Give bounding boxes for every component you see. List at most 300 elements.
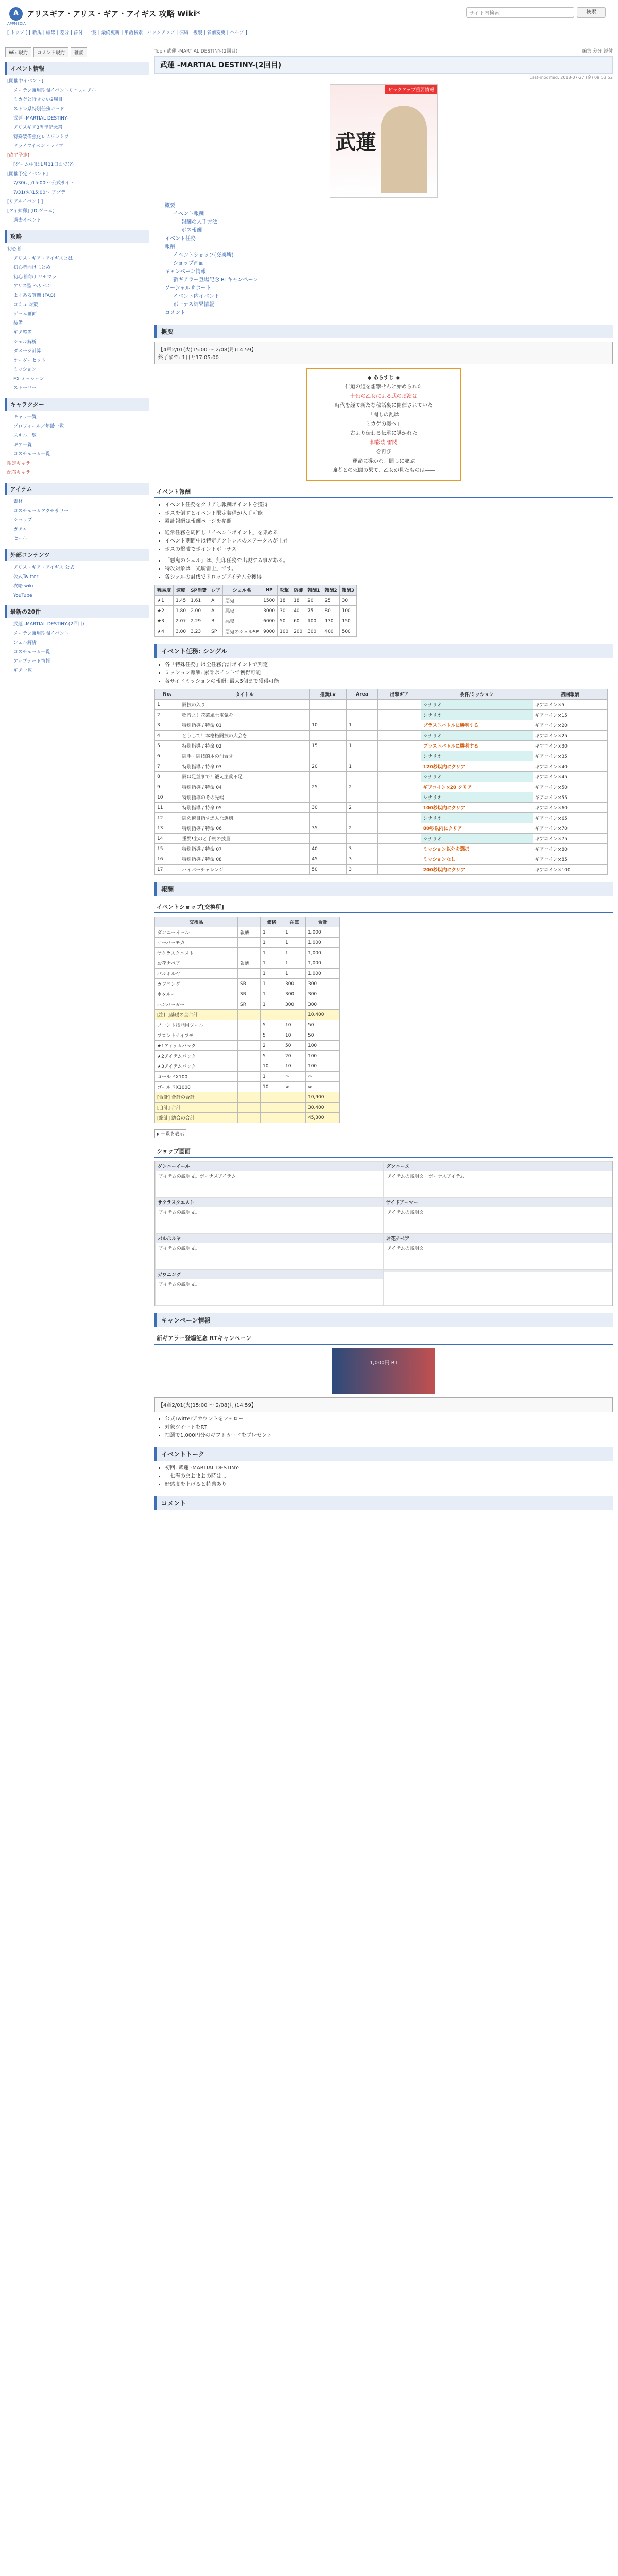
sidebar-tab[interactable]: 雑談 (71, 47, 87, 57)
table-cell (237, 1072, 260, 1082)
campaign-title: 新ギアラー登場記念 RTキャンペーン (154, 1332, 613, 1345)
table-header-cell: 在庫 (283, 917, 305, 927)
table-cell (310, 731, 347, 741)
table-cell: 100 (278, 626, 291, 637)
sidebar-item[interactable]: ゲーム画面 (13, 312, 37, 317)
table-cell: 1 (260, 958, 283, 969)
shop-item-card (384, 1197, 612, 1233)
list-item: • 通常任務を周回し「イベントポイント」を集める (165, 529, 613, 537)
table-cell: 闘手・闘技的本の前置き (180, 751, 310, 761)
table-header-cell: Area (347, 689, 378, 700)
table-cell: [総計] 総合の合計 (155, 1113, 238, 1123)
sidebar-heading: 攻略 (5, 230, 149, 243)
table-cell: 2 (155, 710, 180, 720)
table-cell: ギアコイン×85 (533, 854, 607, 865)
table-cell: 3 (155, 720, 180, 731)
table-row (155, 844, 608, 854)
table-cell: 40 (310, 844, 347, 854)
table-cell: 2.07 (174, 616, 188, 626)
table-cell: 45 (310, 854, 347, 865)
single-list (165, 661, 613, 686)
table-header-cell: 推奨Lv (310, 689, 347, 700)
sidebar-item[interactable]: よくある質問 (FAQ) (13, 293, 56, 298)
table-cell: 10 (260, 1082, 283, 1092)
table-cell: 15 (155, 844, 180, 854)
table-row (155, 772, 608, 782)
list-item: • 各サイドミッションの報酬: 最大5個まで獲得可能 (165, 677, 613, 686)
table-cell: 10 (283, 1061, 305, 1072)
table-cell: 3 (347, 865, 378, 875)
sidebar-item[interactable]: アップデート情報 (13, 659, 50, 664)
sidebar-tab[interactable]: コメント規約 (33, 47, 68, 57)
fold-button[interactable]: ▸ 一覧を表示 (154, 1129, 186, 1138)
table-cell: ギアコイン×20 クリア (421, 782, 533, 792)
table-cell: 80秒以内にクリア (421, 823, 533, 834)
table-row (155, 927, 340, 938)
table-cell: 300 (283, 999, 305, 1010)
shop-item-desc: アイテムの説明文。 (159, 1210, 200, 1215)
table-cell: ギアコイン×20 (533, 720, 607, 731)
table-header-cell: 報酬1 (305, 585, 322, 596)
table-cell (310, 813, 347, 823)
list-item: • イベント任務をクリアし報酬ポイントを獲得 (165, 501, 613, 510)
table-cell (377, 772, 421, 782)
sidebar-item[interactable]: 初心者向けまとめ (13, 265, 51, 270)
section-reward-list: 報酬 (154, 882, 613, 896)
table-cell: ★1 (155, 596, 174, 606)
campaign-list (165, 1415, 613, 1440)
sidebar-item[interactable]: 特殊装備強化レスワンミツ (13, 134, 69, 140)
table-header-cell: 価格 (260, 917, 283, 927)
table-cell: 10 (310, 720, 347, 731)
sidebar-item[interactable]: ショップ (13, 518, 32, 523)
toc-item[interactable]: 新ギアラー登場記念 RTキャンペーン (173, 277, 259, 283)
list-item: • 特攻対象は「光騎雷士」です。 (165, 565, 613, 573)
toc-item[interactable]: イベント内イベント (173, 294, 219, 299)
table-cell (347, 710, 378, 720)
table-cell: サクラスクエスト (155, 948, 238, 958)
table-cell: ミッション以外を選択 (421, 844, 533, 854)
main-content (154, 47, 613, 2576)
table-cell: 1,000 (305, 969, 339, 979)
sidebar-item[interactable]: 配布キャラ (7, 470, 31, 476)
table-row (155, 1041, 340, 1051)
table-cell: A (209, 606, 223, 616)
table-cell: 2 (260, 1041, 283, 1051)
table-cell: 悪鬼 (223, 616, 261, 626)
sidebar-item[interactable]: コスチューム一覧 (13, 650, 50, 655)
table-cell: シナリオ (421, 772, 533, 782)
sidebar-item[interactable]: ギア整備 (13, 330, 32, 335)
table-cell (310, 834, 347, 844)
table-row (155, 616, 357, 626)
sidebar-item[interactable]: オーダーセット (13, 358, 46, 363)
toc-item[interactable]: 報酬の入手方法 (181, 219, 217, 225)
table-cell: ∞ (283, 1072, 305, 1082)
table-cell: 3 (347, 854, 378, 865)
sidebar-item[interactable]: 装備 (13, 321, 23, 326)
table-cell: 1 (260, 938, 283, 948)
table-cell: 40 (291, 606, 305, 616)
page-tools[interactable]: 編集 差分 添付 (582, 49, 613, 54)
table-cell: 50 (283, 1041, 305, 1051)
banner-tag: ピックアップ重要情報 (385, 85, 437, 94)
table-header-cell: 速度 (174, 585, 188, 596)
synopsis-line: を再び (376, 449, 391, 455)
table-cell: 1,000 (305, 938, 339, 948)
table-cell (237, 1082, 260, 1092)
table-cell (260, 1103, 283, 1113)
list-item: • 公式Twitterアカウントをフォロー (165, 1415, 613, 1423)
sidebar-item[interactable]: ミカゲと行きたい2周目 (13, 97, 63, 103)
table-cell: 20 (305, 596, 322, 606)
table-cell (283, 1103, 305, 1113)
table-cell: ブラストバトルに勝利する (421, 720, 533, 731)
table-cell: 10,900 (305, 1092, 339, 1103)
table-cell: 1,000 (305, 958, 339, 969)
toc-item[interactable]: イベントショップ(交換所) (173, 252, 234, 258)
table-cell: 150 (339, 616, 356, 626)
table-cell: 1 (260, 969, 283, 979)
synopsis-line: 仁道の道を想撃せんと始められた (345, 384, 422, 390)
search-button[interactable]: 検索 (577, 7, 606, 18)
table-cell: [注目]基礎の全合計 (155, 1010, 238, 1020)
table-cell: シナリオ (421, 834, 533, 844)
table-row (155, 626, 357, 637)
table-cell: ★4 (155, 626, 174, 637)
banner-title: 武蓮 (335, 130, 376, 155)
table-cell (377, 782, 421, 792)
table-of-contents (165, 202, 613, 317)
sidebar-heading: キャラクター (5, 398, 149, 411)
table-row (155, 979, 340, 989)
table-row (155, 938, 340, 948)
period-note: 終了まで: 1日と17:05:00 (158, 355, 219, 361)
sidebar-item[interactable]: ダメージ計算 (13, 349, 41, 354)
sidebar-item[interactable]: アリス・ギア・アイギス 公式 (13, 565, 75, 570)
table-cell (237, 969, 260, 979)
shop-item-desc: アイテムの説明文。ボーナスアイテム (387, 1174, 465, 1179)
table-header-cell: 初回報酬 (533, 689, 607, 700)
table-cell (347, 772, 378, 782)
sidebar-item[interactable]: コスチュームアクセサリー (13, 509, 69, 514)
synopsis-line: 時代を経て新たな秘話裏に開催されていた (335, 403, 433, 409)
search-input[interactable]: サイト内検索 (466, 7, 574, 18)
sidebar-item[interactable]: 公式Twitter (13, 574, 39, 580)
table-cell: 8 (155, 772, 180, 782)
table-cell (310, 751, 347, 761)
table-cell: シナリオ (421, 710, 533, 720)
table-cell: 特別指導 / 特命 01 (180, 720, 310, 731)
table-row (155, 865, 608, 875)
table-cell (237, 1051, 260, 1061)
sidebar-heading: 最新の20件 (5, 605, 149, 618)
table-cell (310, 710, 347, 720)
table-cell (310, 772, 347, 782)
sidebar-item[interactable]: 限定キャラ (7, 461, 31, 466)
table-cell: 30 (278, 606, 291, 616)
table-cell: 2 (347, 782, 378, 792)
section-campaign: キャンペーン情報 (154, 1313, 613, 1327)
sidebar-item[interactable]: 攻略 wiki (13, 584, 33, 589)
toc-item[interactable]: ショップ画面 (173, 261, 204, 266)
synopsis-line: 十色の乙女による武の頂演は (350, 394, 417, 399)
table-header-cell: 出撃ギア (377, 689, 421, 700)
sidebar-item[interactable]: [終了予定] (7, 153, 30, 158)
sidebar-item: [リアルイベント] (7, 199, 43, 205)
table-row (155, 1020, 340, 1030)
shop-item-desc: アイテムの説明文。ボーナスアイテム (159, 1174, 236, 1179)
sidebar-item[interactable]: アリス型 ヘリベン (13, 284, 52, 289)
table-cell (347, 731, 378, 741)
table-cell (283, 1092, 305, 1103)
table-cell: 15 (310, 741, 347, 751)
table-cell (237, 1041, 260, 1051)
toc-item[interactable]: コメント (165, 310, 185, 316)
top-nav[interactable]: [ トップ ] [ 新規 | 編集 | 差分 | 添付 | 一覧 | 最終更新 | 単語検索 | バックアップ | 凍結 | 複製 | 名前変更 | ヘルプ ] (7, 30, 247, 36)
sidebar-item[interactable]: プロフィール／年齢一覧 (13, 424, 64, 429)
sidebar-tab[interactable]: Wiki規約 (5, 47, 31, 57)
sidebar-item[interactable]: シェル解析 (13, 640, 37, 646)
table-cell: ギアコイン×80 (533, 844, 607, 854)
table-row (155, 710, 608, 720)
table-cell: 1500 (261, 596, 278, 606)
table-cell: 1 (260, 1072, 283, 1082)
sidebar-item[interactable]: 7/30(月)15:00～ 公式サイト (13, 181, 75, 186)
table-cell: 6 (155, 751, 180, 761)
table-cell (283, 1113, 305, 1123)
table-cell (237, 1010, 260, 1020)
table-cell (377, 844, 421, 854)
shop-item-desc: アイテムの説明文。 (159, 1282, 200, 1287)
toc-item[interactable]: ボーナス結果情報 (173, 302, 214, 308)
sidebar-item[interactable]: メーテン兼用期間イベントリニューアル (13, 88, 96, 93)
sidebar-item[interactable]: 7/31(火)15:00～ アプデ (13, 190, 66, 195)
top-header (0, 0, 618, 43)
table-cell: 特別指導 / 特命 06 (180, 823, 310, 834)
table-cell: 3000 (261, 606, 278, 616)
shop-item-desc: アイテムの説明文。 (387, 1246, 428, 1251)
sidebar-item[interactable]: シェル解析 (13, 340, 37, 345)
sidebar-item[interactable]: アリス・ギア・アイギスとは (13, 256, 73, 261)
table-cell: 20 (310, 761, 347, 772)
toc-item[interactable]: キャンペーン情報 (165, 269, 206, 275)
table-cell: 3 (347, 844, 378, 854)
table-cell (237, 948, 260, 958)
table-cell: ミッションなし (421, 854, 533, 865)
table-cell (377, 803, 421, 813)
table-row (155, 813, 608, 823)
sidebar-item[interactable]: ストレ系特別任務カード (13, 107, 65, 112)
table-cell: 300 (283, 989, 305, 999)
sidebar-item[interactable]: スキル一覧 (13, 433, 37, 438)
sidebar-item[interactable]: メーテン兼用期間イベント (13, 631, 69, 636)
list-item: • ボスを倒すとイベント限定装備が入手可能 (165, 510, 613, 518)
table-cell: 2.29 (188, 616, 209, 626)
table-row (155, 948, 340, 958)
table-cell (237, 1061, 260, 1072)
toc-item[interactable]: ソーシャルサポート (165, 285, 211, 291)
sidebar-item[interactable]: EX ミッション (13, 377, 44, 382)
table-cell: 200秒以内にクリア (421, 865, 533, 875)
table-cell (237, 1030, 260, 1041)
table-row (155, 823, 608, 834)
shop-item-card (155, 1161, 384, 1197)
synopsis-line: 和彩装 雷閃 (370, 440, 398, 446)
sidebar-item[interactable]: ストーリー (13, 386, 37, 391)
table-header-cell: 交換品 (155, 917, 238, 927)
table-cell (347, 792, 378, 803)
site-title[interactable]: アリスギア・アリス・ギア・アイギス 攻略 Wiki* (27, 9, 200, 19)
breadcrumb[interactable]: Top / 武蓮 -MARTIAL DESTINY-(2回目) (154, 49, 238, 54)
table-cell: ★2アイテムパック (155, 1051, 238, 1061)
table-cell (377, 761, 421, 772)
table-cell: 5 (155, 741, 180, 751)
table-cell: B (209, 616, 223, 626)
table-cell: ダンニーイール (155, 927, 238, 938)
table-cell (377, 741, 421, 751)
sidebar-item[interactable]: 武蓮 -MARTIAL DESTINY- (13, 116, 68, 121)
table-cell (377, 865, 421, 875)
table-cell: ギアコイン×25 (533, 731, 607, 741)
sidebar-item[interactable]: ガチャ (13, 527, 27, 532)
howto-list (165, 529, 613, 554)
toc-item[interactable]: 報酬 (165, 244, 175, 250)
table-cell: 特別指導 / 特命 05 (180, 803, 310, 813)
table-cell: お花ナベア (155, 958, 238, 969)
sidebar-item[interactable]: ギア一覧 (13, 668, 32, 673)
shop-item-title: サイドアーマー (384, 1198, 612, 1207)
sidebar-item[interactable]: アリスギア3周年記念祭 (13, 125, 63, 130)
section-comments: コメント (154, 1496, 613, 1510)
table-cell: 11 (155, 803, 180, 813)
section-shop-screen: ショップ画面 (154, 1145, 613, 1158)
table-cell: 50 (305, 1020, 339, 1030)
toc-item[interactable]: 概要 (165, 203, 175, 209)
table-cell: 5 (260, 1030, 283, 1041)
table-cell (310, 792, 347, 803)
sidebar-heading: イベント情報 (5, 62, 149, 75)
table-cell: 120秒以内にクリア (421, 761, 533, 772)
table-row (155, 792, 608, 803)
table-header-cell: 合計 (305, 917, 339, 927)
table-cell: シナリオ (421, 813, 533, 823)
table-cell: [合計] 合計の合計 (155, 1092, 238, 1103)
table-row (155, 834, 608, 844)
table-header-cell: HP (261, 585, 278, 596)
synopsis-line: 「闇しの乱は (368, 412, 399, 418)
sidebar-item[interactable]: YouTube (13, 593, 32, 598)
sidebar-item[interactable]: 過去イベント (13, 218, 42, 223)
shop-item-card (155, 1197, 384, 1233)
synopsis-box (306, 368, 461, 481)
sidebar-item[interactable]: 初心者向け リセマラ (13, 275, 57, 280)
table-header-cell (237, 917, 260, 927)
sidebar-heading: アイテム (5, 483, 149, 495)
table-cell: 5 (260, 1051, 283, 1061)
section-overview: 概要 (154, 325, 613, 338)
sidebar-item[interactable]: コスチューム一覧 (13, 452, 50, 457)
sidebar-item[interactable]: 武蓮 -MARTIAL DESTINY-(2回目) (13, 622, 84, 627)
table-header-cell: 攻撃 (278, 585, 291, 596)
table-cell: 悪鬼 (223, 606, 261, 616)
table-cell: 重要!主のと手柄の技量 (180, 834, 310, 844)
sidebar-item[interactable]: 素材 (13, 499, 23, 504)
sidebar-item: 初心者 (7, 247, 22, 252)
table-cell: 100 (305, 1061, 339, 1072)
table-cell: 1.61 (188, 596, 209, 606)
synopsis-line: 運命に導かれ、闇しに並ぶ (352, 459, 415, 464)
table-cell: 1 (347, 761, 378, 772)
table-header-cell: 条件/ミッション (421, 689, 533, 700)
sidebar-item[interactable]: コミュ 対策 (13, 302, 38, 308)
table-cell: 5 (260, 1020, 283, 1030)
table-header-cell: シェル名 (223, 585, 261, 596)
sidebar-item[interactable]: [ゲーム中]は1月31日まで(?) (13, 162, 74, 167)
table-cell: SR (237, 999, 260, 1010)
toc-item[interactable]: イベント報酬 (173, 211, 204, 217)
table-cell: 1,000 (305, 948, 339, 958)
boss-table (154, 585, 357, 637)
sidebar-item[interactable]: ギア一覧 (13, 443, 32, 448)
table-row (155, 1010, 340, 1020)
table-cell: 3.00 (174, 626, 188, 637)
list-item: • 初回: 武蓮 -MARTIAL DESTINY- (165, 1464, 613, 1472)
table-cell: 100 (339, 606, 356, 616)
list-item: • ボスの撃破でポイントボーナス (165, 546, 613, 554)
table-cell: シナリオ (421, 751, 533, 761)
table-cell: 1 (283, 969, 305, 979)
sidebar-item[interactable]: ミッション (13, 367, 37, 372)
table-cell: 100秒以内にクリア (421, 803, 533, 813)
table-row (155, 1113, 340, 1123)
toc-item[interactable]: ボス報酬 (181, 228, 202, 233)
sidebar-heading: 外部コンテンツ (5, 549, 149, 561)
period-text: 【4章2/01(火)15:00 〜 2/08(月)14:59】 (158, 347, 256, 353)
sidebar-item[interactable]: ドライブイベントライブ (13, 144, 64, 149)
sidebar-item[interactable]: セール (13, 536, 27, 541)
table-cell: 2 (347, 803, 378, 813)
table-row (155, 596, 357, 606)
table-cell (377, 854, 421, 865)
table-cell: 18 (291, 596, 305, 606)
table-cell: 500 (339, 626, 356, 637)
table-cell: 悪鬼のシェルSP (223, 626, 261, 637)
table-cell: 10 (260, 1061, 283, 1072)
table-row (155, 958, 340, 969)
table-cell: 100 (305, 1051, 339, 1061)
table-row (155, 1030, 340, 1041)
synopsis-line: ミカゲの奥へ」 (366, 421, 402, 427)
table-cell: 1 (347, 720, 378, 731)
table-cell: 3.23 (188, 626, 209, 637)
campaign-banner[interactable]: 1,000円 RT (332, 1348, 435, 1394)
table-cell: 1 (347, 741, 378, 751)
table-cell: 130 (322, 616, 339, 626)
shop-item-title: お花ナベア (384, 1234, 612, 1243)
table-cell: 1 (283, 958, 305, 969)
table-header-cell: No. (155, 689, 180, 700)
table-cell: 17 (155, 865, 180, 875)
table-cell: ★2 (155, 606, 174, 616)
toc-item[interactable]: イベント任務 (165, 236, 196, 242)
table-cell: 300 (305, 626, 322, 637)
table-cell: ∞ (283, 1082, 305, 1092)
site-logo[interactable]: A (9, 7, 23, 21)
sidebar-item[interactable]: キャラ一覧 (13, 415, 37, 420)
missions-table (154, 689, 608, 875)
table-cell: ★1アイテムパック (155, 1041, 238, 1051)
